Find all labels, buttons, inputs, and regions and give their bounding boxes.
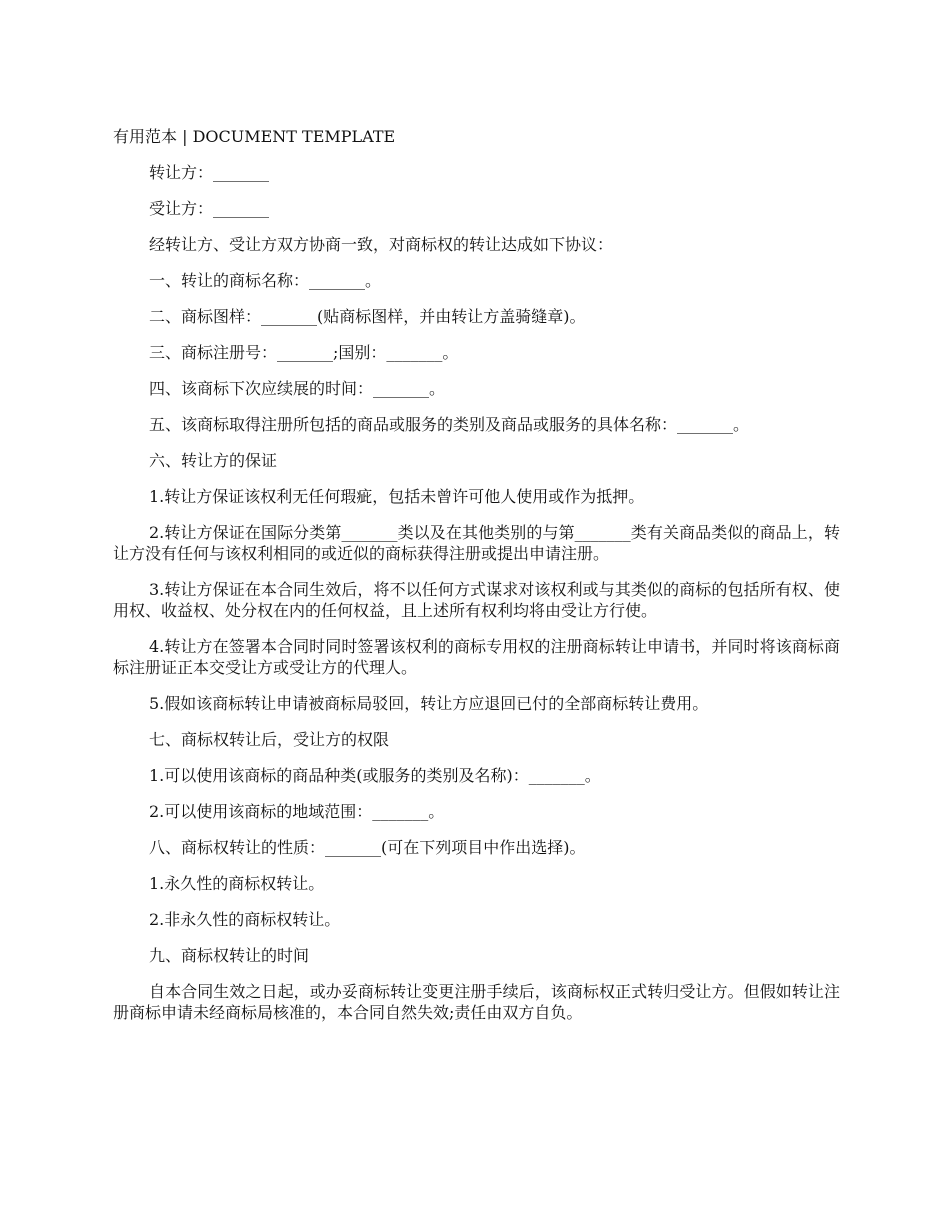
- section-6-item-1: 1.转让方保证该权利无任何瑕疵，包括未曾许可他人使用或作为抵押。: [149, 487, 645, 506]
- clause-5-goods-services: 五、该商标取得注册所包括的商品或服务的类别及商品或服务的具体名称：_______。: [149, 415, 750, 434]
- section-8-item-1: 1.永久性的商标权转让。: [149, 874, 325, 893]
- section-8-item-2: 2.非永久性的商标权转让。: [149, 910, 341, 929]
- document-header: 有用范本 | DOCUMENT TEMPLATE: [113, 127, 396, 146]
- section-7-item-1: 1.可以使用该商标的商品种类(或服务的类别及名称)：_______。: [149, 766, 601, 785]
- agreement-intro: 经转让方、受让方双方协商一致，对商标权的转让达成如下协议：: [149, 235, 614, 254]
- section-9-heading: 九、商标权转让的时间: [149, 946, 310, 965]
- section-6-item-5: 5.假如该商标转让申请被商标局驳回，转让方应退回已付的全部商标转让费用。: [149, 694, 709, 713]
- section-9-body: 自本合同生效之日起，或办妥商标转让变更注册手续后，该商标权正式转归受让方。但假如转让注册商标申请未经商标局核准的，本合同自然失效;责任由双方自负。: [113, 982, 840, 1022]
- clause-1-trademark-name: 一、转让的商标名称：_______。: [149, 271, 382, 290]
- clause-2-trademark-image: 二、商标图样：_______(贴商标图样，并由转让方盖骑缝章)。: [149, 307, 586, 326]
- section-6-item-2: 2.转让方保证在国际分类第_______类以及在其他类别的与第_______类有关商品类似的商品上，转让方没有任何与该权利相同的或近似的商标获得注册或提出申请注册。: [113, 523, 840, 563]
- section-7-item-2: 2.可以使用该商标的地域范围：_______。: [149, 802, 445, 821]
- clause-3-registration-number: 三、商标注册号：_______;国别：_______。: [149, 343, 459, 362]
- section-7-heading: 七、商标权转让后，受让方的权限: [149, 730, 390, 749]
- section-6-heading: 六、转让方的保证: [149, 451, 278, 470]
- document-page: [113, 126, 840, 1038]
- party-transferee: 受让方：_______: [149, 199, 270, 218]
- section-6-item-4: 4.转让方在签署本合同时同时签署该权利的商标专用权的注册商标转让申请书，并同时将该商标商标注册证正本交受让方或受让方的代理人。: [113, 637, 840, 677]
- section-6-item-3: 3.转让方保证在本合同生效后，将不以任何方式谋求对该权利或与其类似的商标的包括所有权、使用权、收益权、处分权在内的任何权益，且上述所有权利均将由受让方行使。: [113, 580, 840, 620]
- party-transferor: 转让方：_______: [149, 163, 270, 182]
- section-8-heading: 八、商标权转让的性质：_______(可在下列项目中作出选择)。: [149, 838, 586, 857]
- clause-4-renewal-time: 四、该商标下次应续展的时间：_______。: [149, 379, 446, 398]
